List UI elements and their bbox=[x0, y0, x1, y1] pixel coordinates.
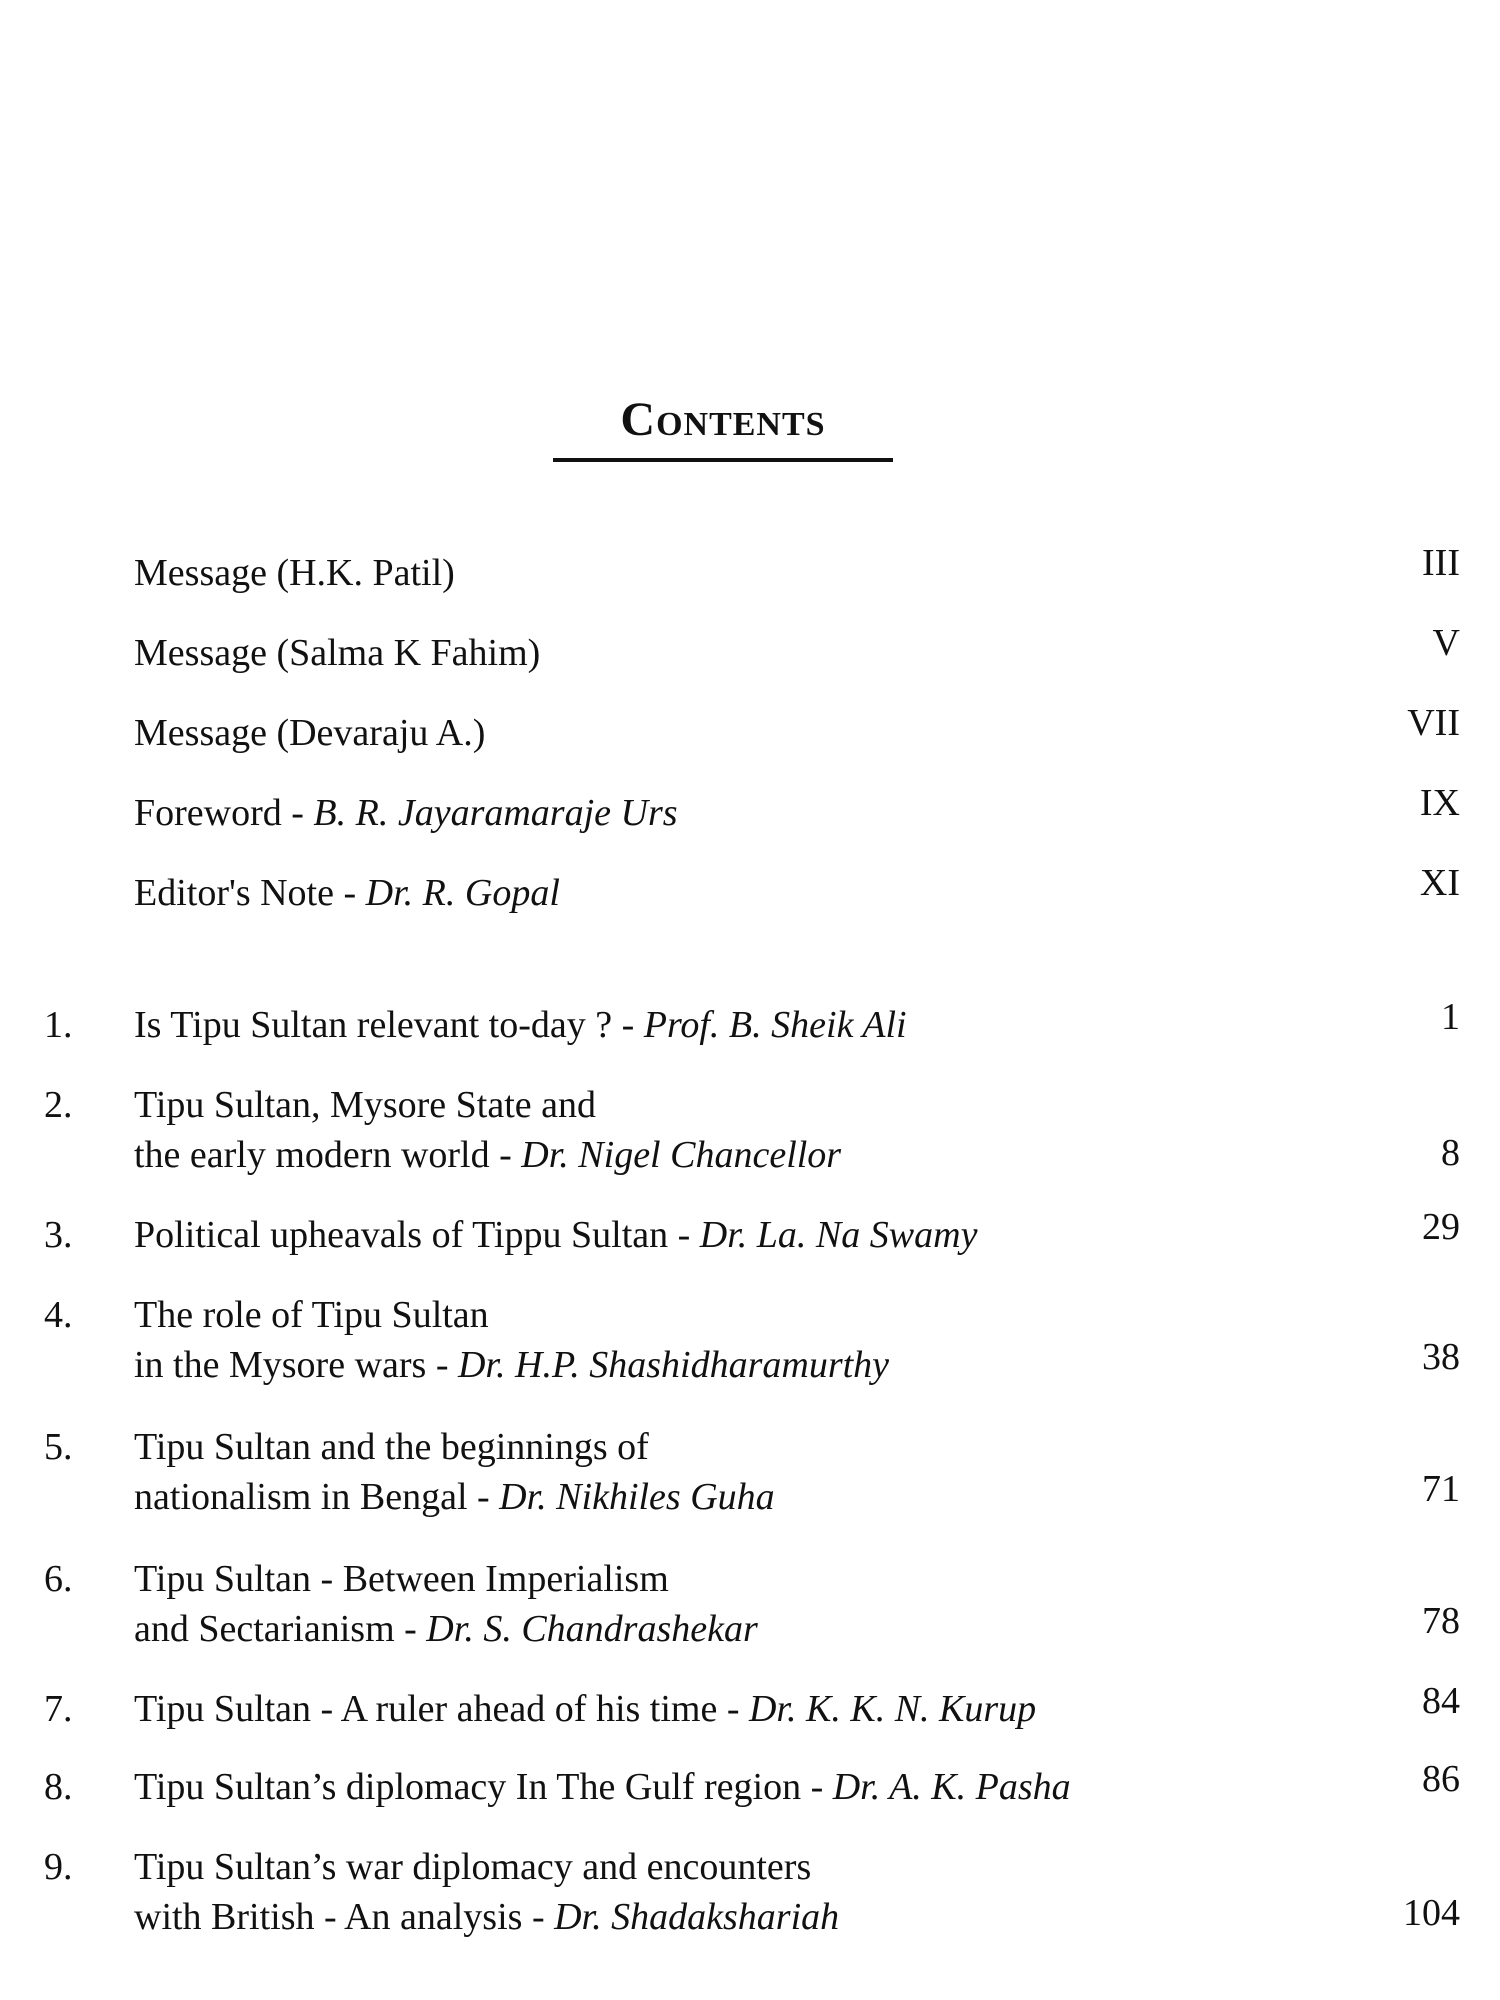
chapter-title-text: Tipu Sultan’s diplomacy In The Gulf region - bbox=[134, 1766, 833, 1808]
chapter-number: 2. bbox=[44, 1084, 73, 1126]
entry-title: Message (H.K. Patil) bbox=[134, 552, 455, 594]
entry-page: VII bbox=[1407, 702, 1460, 744]
chapter-title bbox=[134, 1684, 1036, 1734]
chapter-title-text: Political upheavals of Tippu Sultan - bbox=[134, 1214, 700, 1256]
chapter-page: 29 bbox=[1422, 1206, 1460, 1248]
chapter-author: Dr. Nikhiles Guha bbox=[499, 1476, 775, 1518]
entry-author: B. R. Jayaramaraje Urs bbox=[313, 792, 678, 834]
chapter-title-text: Is Tipu Sultan relevant to-day ? - bbox=[134, 1004, 644, 1046]
chapter-page: 38 bbox=[1422, 1336, 1460, 1378]
chapter-author: Dr. Shadakshariah bbox=[554, 1896, 840, 1938]
chapter-title-line1: The role of Tipu Sultan bbox=[134, 1294, 489, 1336]
chapter-number: 6. bbox=[44, 1558, 73, 1600]
chapter-number: 7. bbox=[44, 1688, 73, 1730]
entry-author: Dr. R. Gopal bbox=[365, 872, 560, 914]
chapter-title bbox=[134, 1000, 907, 1050]
chapter-page: 8 bbox=[1441, 1132, 1460, 1174]
chapter-author: Dr. S. Chandrashekar bbox=[426, 1608, 758, 1650]
heading-underline bbox=[553, 458, 893, 462]
chapter-title-line1: Tipu Sultan and the beginnings of bbox=[134, 1426, 649, 1468]
entry-title: Message (Salma K Fahim) bbox=[134, 632, 541, 674]
chapter-author: Dr. H.P. Shashidharamurthy bbox=[457, 1344, 890, 1386]
chapter-title-text: and Sectarianism - bbox=[134, 1608, 427, 1650]
contents-heading: Contents bbox=[620, 393, 826, 446]
chapter-title-line2 bbox=[134, 1340, 889, 1390]
chapter-author: Dr. Nigel Chancellor bbox=[521, 1134, 842, 1176]
chapter-page: 86 bbox=[1422, 1758, 1460, 1800]
chapter-author: Dr. La. Na Swamy bbox=[699, 1214, 978, 1256]
chapter-page: 78 bbox=[1422, 1600, 1460, 1642]
chapter-title-line2 bbox=[134, 1130, 841, 1180]
chapter-title-text: Tipu Sultan - A ruler ahead of his time - bbox=[134, 1688, 749, 1730]
chapter-author: Prof. B. Sheik Ali bbox=[643, 1004, 907, 1046]
chapter-number: 8. bbox=[44, 1766, 73, 1808]
chapter-number: 1. bbox=[44, 1004, 73, 1046]
chapter-page: 84 bbox=[1422, 1680, 1460, 1722]
chapter-author: Dr. A. K. Pasha bbox=[832, 1766, 1071, 1808]
chapter-author: Dr. K. K. N. Kurup bbox=[748, 1688, 1037, 1730]
chapter-page: 104 bbox=[1403, 1892, 1460, 1934]
chapter-title-text: the early modern world - bbox=[134, 1134, 522, 1176]
entry-title-text: Editor's Note - bbox=[134, 872, 366, 914]
entry-title: Message (Devaraju A.) bbox=[134, 712, 486, 754]
chapter-number: 9. bbox=[44, 1846, 73, 1888]
entry-page: IX bbox=[1419, 782, 1460, 824]
chapter-title-line2 bbox=[134, 1892, 839, 1942]
chapter-number: 3. bbox=[44, 1214, 73, 1256]
chapter-number: 4. bbox=[44, 1294, 73, 1336]
chapter-title bbox=[134, 1762, 1071, 1812]
chapter-title-line1: Tipu Sultan’s war diplomacy and encounters bbox=[134, 1846, 812, 1888]
chapter-title-text: with British - An analysis - bbox=[134, 1896, 555, 1938]
entry-title bbox=[134, 868, 560, 918]
chapter-title-line2 bbox=[134, 1604, 758, 1654]
entry-page: III bbox=[1422, 542, 1460, 584]
chapter-title bbox=[134, 1210, 977, 1260]
chapter-title-text: in the Mysore wars - bbox=[134, 1344, 458, 1386]
entry-page: V bbox=[1432, 622, 1460, 664]
entry-page: XI bbox=[1419, 862, 1460, 904]
chapter-number: 5. bbox=[44, 1426, 73, 1468]
chapter-title-text: nationalism in Bengal - bbox=[134, 1476, 500, 1518]
chapter-title-line1: Tipu Sultan - Between Imperialism bbox=[134, 1558, 669, 1600]
chapter-page: 71 bbox=[1422, 1468, 1460, 1510]
entry-title-text: Foreword - bbox=[134, 792, 314, 834]
chapter-title-line2 bbox=[134, 1472, 775, 1522]
chapter-title-line1: Tipu Sultan, Mysore State and bbox=[134, 1084, 596, 1126]
entry-title bbox=[134, 788, 678, 838]
chapter-page: 1 bbox=[1441, 996, 1460, 1038]
